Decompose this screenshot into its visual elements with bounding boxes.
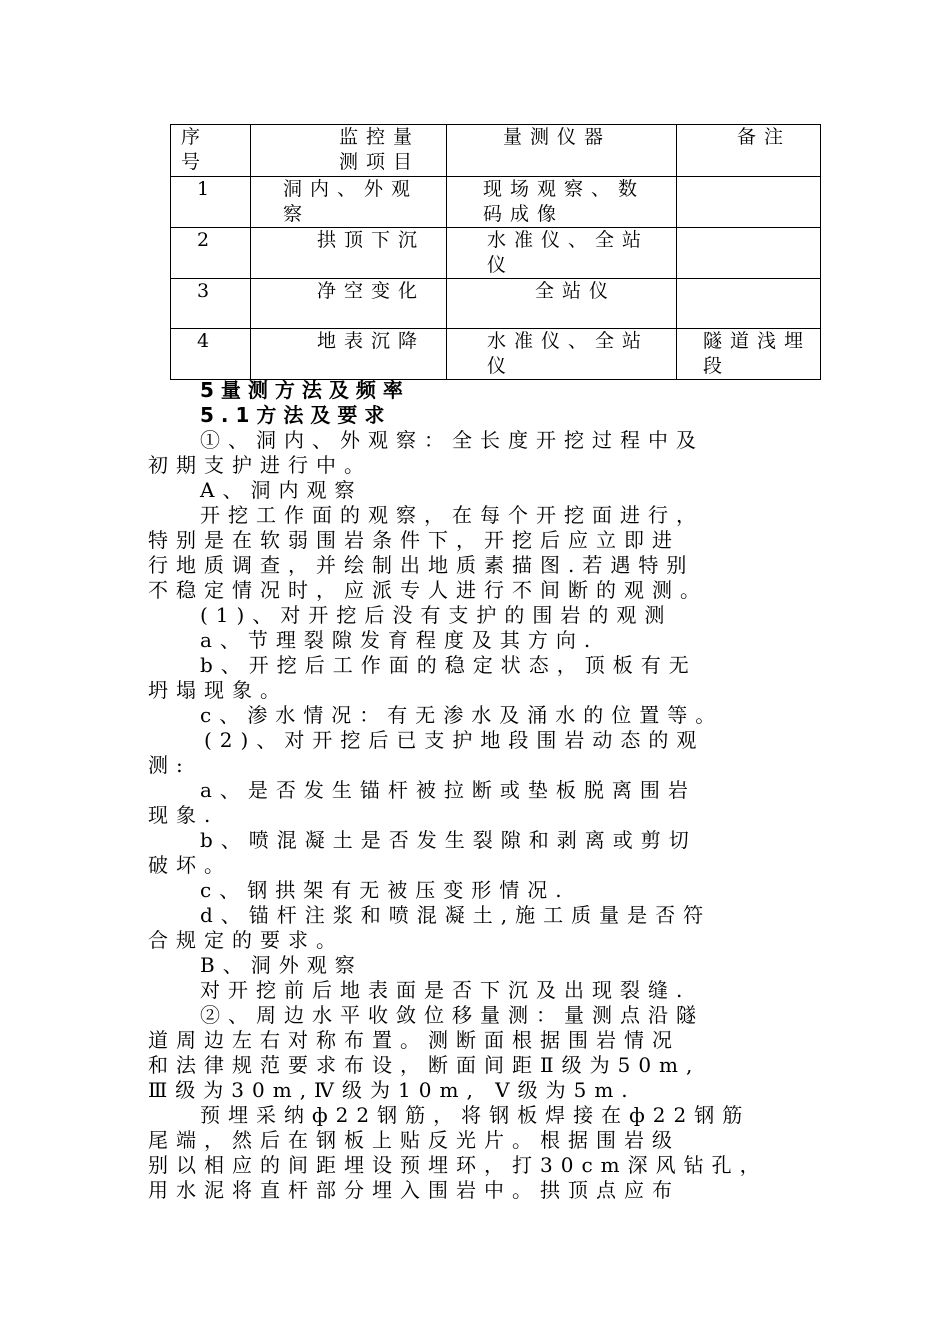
paragraph-line: B、洞外观察	[200, 953, 363, 977]
row-item: 洞内、外观察	[283, 178, 419, 225]
paragraph-line: 坍塌现象。	[148, 678, 288, 702]
paragraph-line: (2)、对开挖后已支护地段围岩动态的观	[204, 728, 705, 752]
paragraph-line: c、渗水情况：有无渗水及涌水的位置等。	[200, 703, 724, 727]
row-instrument: 水准仪、全站仪	[487, 229, 650, 276]
paragraph-line: ②、周边水平收敛位移量测：量测点沿隧	[200, 1003, 704, 1027]
paragraph-line: b、开挖后工作面的稳定状态，顶板有无	[200, 653, 697, 677]
row-no: 1	[197, 178, 218, 200]
section-heading: 5量测方法及频率	[200, 378, 410, 402]
paragraph-line: 行地质调查，并绘制出地质素描图.若遇特别	[148, 553, 695, 577]
paragraph-line: 合规定的要求。	[148, 928, 344, 952]
paragraph-line: 开挖工作面的观察，在每个开挖面进行，	[200, 503, 704, 527]
header-serial: 序号	[181, 126, 201, 173]
paragraph-line: a、是否发生锚杆被拉断或垫板脱离围岩	[200, 778, 696, 802]
paragraph-line: c、钢拱架有无被压变形情况.	[200, 878, 570, 902]
table-row	[171, 228, 821, 279]
row-item: 拱顶下沉	[317, 229, 426, 251]
paragraph-line: 预埋采纳ф22钢筋，将钢板焊接在ф22钢筋	[200, 1103, 751, 1127]
paragraph-line: 特别是在软弱围岩条件下，开挖后应立即进	[148, 528, 680, 552]
paragraph-line: 别以相应的间距埋设预埋环，打30cm深风钻孔，	[148, 1153, 768, 1177]
row-no: 2	[197, 229, 218, 251]
monitoring-items-table	[170, 124, 821, 380]
paragraph-line: 测:	[148, 753, 191, 777]
paragraph-line: 对开挖前后地表面是否下沉及出现裂缝.	[200, 978, 691, 1002]
row-no: 4	[197, 330, 218, 352]
paragraph-line: 道周边左右对称布置。测断面根据围岩情况	[148, 1028, 680, 1052]
table-header-row	[171, 125, 821, 177]
row-item: 地表沉降	[317, 330, 426, 352]
paragraph-line: a、节理裂隙发育程度及其方向.	[200, 628, 599, 652]
paragraph-line: 和法律规范要求布设，断面间距Ⅱ级为50m,	[148, 1053, 701, 1077]
paragraph-line: (1)、对开挖后没有支护的围岩的观测	[200, 603, 673, 627]
paragraph-line: b、喷混凝土是否发生裂隙和剥离或剪切	[200, 828, 697, 852]
paragraph-line: d、锚杆注浆和喷混凝土,施工质量是否符	[200, 903, 712, 927]
row-item: 净空变化	[317, 280, 426, 302]
table-row	[171, 329, 821, 380]
paragraph-line: A、洞内观察	[200, 478, 363, 502]
header-item: 监控量测项目	[339, 126, 421, 173]
row-note: 隧道浅埋段	[703, 330, 812, 377]
paragraph-line: Ⅲ级为30m,Ⅳ级为10m, Ⅴ级为5m.	[148, 1078, 636, 1102]
row-instrument: 全站仪	[535, 280, 617, 302]
paragraph-line: 破坏。	[148, 853, 232, 877]
header-instrument: 量测仪器	[503, 126, 612, 148]
table-row	[171, 279, 821, 329]
paragraph-line: 用水泥将直杆部分埋入围岩中。拱顶点应布	[148, 1178, 680, 1202]
paragraph-line: 尾端，然后在钢板上贴反光片。根据围岩级	[148, 1128, 680, 1152]
row-instrument: 水准仪、全站仪	[487, 330, 650, 377]
row-instrument: 现场观察、数码成像	[483, 178, 646, 225]
header-note: 备注	[737, 126, 792, 148]
subsection-heading: 5.1方法及要求	[200, 403, 392, 427]
table-row	[171, 177, 821, 228]
paragraph-line: 现象.	[148, 803, 219, 827]
paragraph-line: ①、洞内、外观察：全长度开挖过程中及	[200, 428, 704, 452]
paragraph-line: 初期支护进行中。	[148, 453, 372, 477]
row-no: 3	[197, 280, 218, 302]
paragraph-line: 不稳定情况时，应派专人进行不间断的观测。	[148, 578, 708, 602]
